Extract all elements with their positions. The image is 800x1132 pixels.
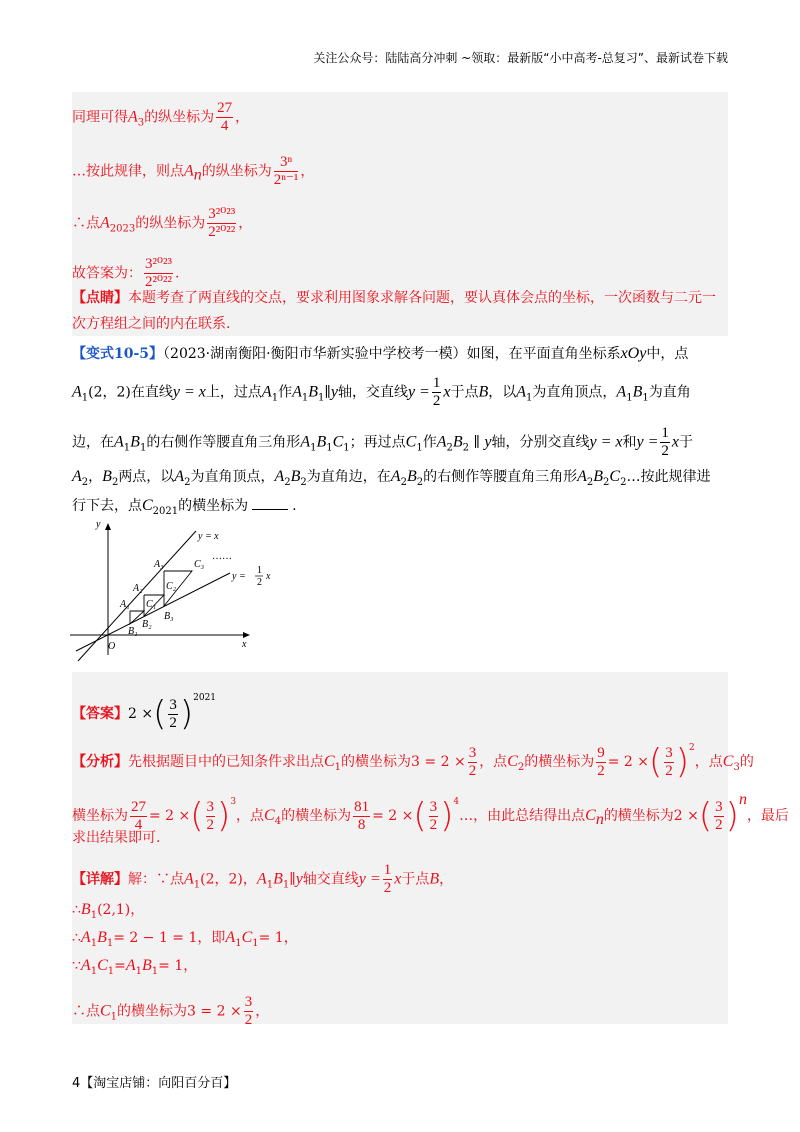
- detail-line-1: 【详解】解：∵点$A_1(2$，2)，$A_1B_1\parallel y$轴交直线y = $\frac{1}{2}$ x于点B，: [72, 862, 454, 896]
- x-axis-arrow: [243, 632, 250, 638]
- problem-line-4: $A_2$，$B_2$两点，以$A_2$为直角顶点，$A_2B_2$为直角边，在$A_2B_2$的右侧作等腰直角三角形$A_2B_2C_2\dots$按此规律进: [72, 468, 711, 488]
- detail-line-3: $\therefore A_1B_1= 2 - 1 = 1$，即$A_1C_1= 1$，: [72, 929, 298, 949]
- problem-line-5: 行下去，点$C_{2021}$的横坐标为 .: [72, 497, 297, 517]
- analysis-line-2: 横坐标为 $\frac{27}{4}$ = 2 ×( $\frac{3}{2}$ )$^3$，点$C_4$的横坐标为 $\frac{81}{8}$ = 2 ×( $\frac{3}{2}$ )$^4$…，由此总结得出点$C_n$的横坐标为2 ×( $\frac{3}{2}$ )$^n$，最后: [72, 791, 789, 836]
- solution-continued-box: [72, 92, 728, 336]
- label-o: O: [108, 641, 116, 652]
- problem-line-3: 边，在$A_1B_1$的右侧作等腰直角三角形$A_1B_1C_1$；再过点$C_1$作$A_2B_2$ ∥ y轴，分别交直线y = x和y = $\frac{1}{2}$ x于: [72, 425, 694, 459]
- label-B1: B₁: [128, 626, 138, 637]
- answer-blank: [252, 509, 288, 510]
- label-half-x: x: [266, 571, 271, 582]
- label-half-d: 2: [257, 577, 262, 588]
- solution-line-2: …按此规律，则点$A_n$的纵坐标为 $\frac{\text{3ⁿ}}{\text{2ⁿ⁻¹}}$ ，: [72, 154, 315, 188]
- page-header: 关注公众号：陆陆高分冲刺 ~领取：最新版“小中高考-总复习”、最新试卷下载: [313, 51, 728, 65]
- label-x: x: [242, 639, 247, 650]
- label-line2: y =: [232, 571, 246, 582]
- detail-line-4: $\because A_1C_1=A_1B_1= 1$，: [72, 957, 198, 977]
- detail-line-2: $\therefore B_1(2,1)$，: [72, 901, 145, 921]
- label-C3: C₃: [194, 559, 205, 570]
- label-C1: C₁: [146, 599, 157, 610]
- answer-line: 【答案】2 ×( $\frac{3}{2}$ )$^{2021}$: [72, 693, 217, 734]
- label-B3: B₃: [164, 611, 174, 622]
- label-C2: C₂: [166, 581, 177, 592]
- solution-line-1: 同理可得$A_3$的纵坐标为 $\frac{27}{4}$ ，: [72, 100, 250, 134]
- label-A2: A₂: [133, 583, 143, 594]
- coordinate-figure: [70, 515, 290, 663]
- label-A3: A₃: [154, 559, 164, 570]
- label-half-n: 1: [257, 565, 262, 576]
- analysis-line-3: 求出结果即可.: [72, 830, 161, 846]
- label-line1: y = x: [198, 531, 219, 542]
- dianjing-line-1: 【点睛】本题考查了两直线的交点，要求利用图象求解各问题，要认真体会点的坐标，一次函数与二元一: [72, 290, 716, 306]
- label-B2: B₂: [142, 619, 152, 630]
- solution-line-4: 故答案为： $\frac{\text{3²⁰²³}}{\text{2²⁰²²}}$ .: [72, 256, 180, 290]
- problem-line-1: 【变式10-5】（2023·湖南衡阳·衡阳市华新实验中学校考一模）如图，在平面直角坐标系xOy中，点: [72, 345, 689, 362]
- detail-line-5: ∴点$C_1$的横坐标为3 = 2 × $\frac{3}{2}$ ，: [72, 994, 270, 1028]
- label-dots: ……: [212, 551, 232, 562]
- y-axis-arrow: [105, 523, 111, 530]
- line-y-eq-half-x: [76, 573, 230, 651]
- analysis-line-1: 【分析】先根据题目中的已知条件求出点$C_1$的横坐标为3 = 2 × $\frac{3}{2}$ ，点$C_2$的横坐标为 $\frac{9}{2}$ = 2 ×( $\frac{3}{2}$ )$^2$，点$C_3$的: [72, 742, 754, 782]
- page-footer: 4【淘宝店铺：向阳百分百】: [72, 1076, 237, 1091]
- answer-box: [72, 672, 789, 1028]
- dianjing-line-2: 次方程组之间的内在联系.: [72, 316, 231, 332]
- problem-line-2: $A_1(2$，2)在直线y = x上，过点$A_1$作$A_1B_1\parallel y$轴，交直线y = $\frac{1}{2}$ x于点B，以$A_1$为直角顶点，$A_1B_1$为直角: [72, 375, 691, 409]
- label-A1: A₁: [120, 599, 130, 610]
- solution-line-3: ∴点$A_{2023}$的纵坐标为 $\frac{\text{3²⁰²³}}{\text{2²⁰²²}}$ ，: [72, 206, 253, 240]
- label-y: y: [96, 519, 101, 530]
